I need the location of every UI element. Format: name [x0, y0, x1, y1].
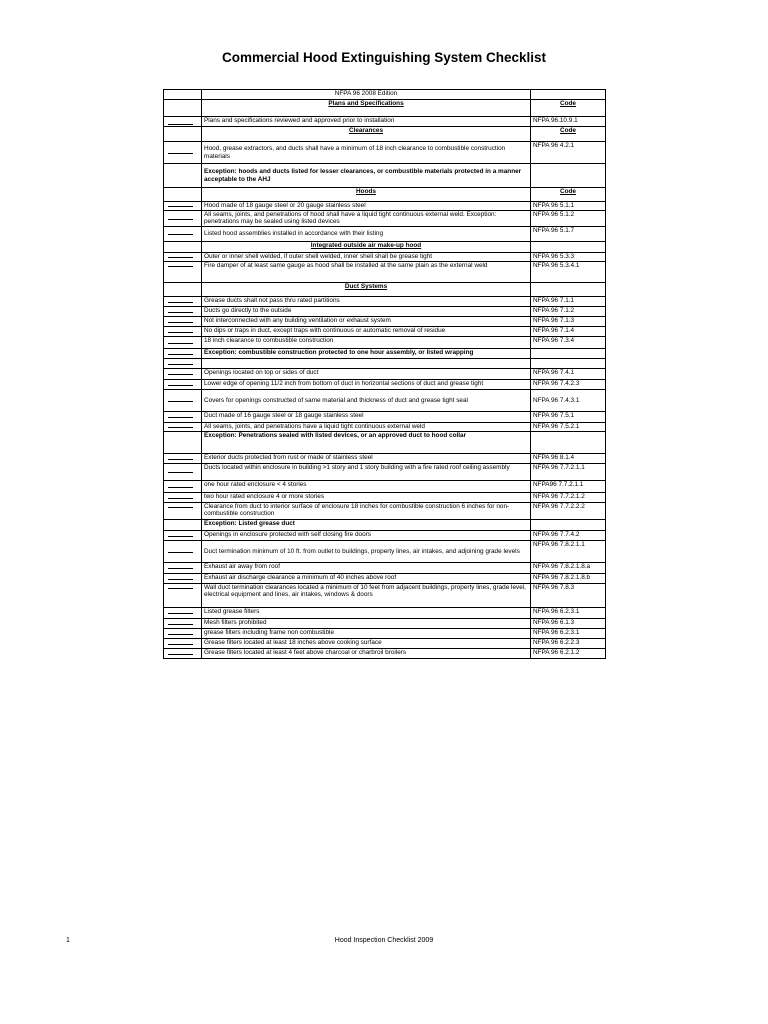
check-blank[interactable] — [164, 390, 202, 412]
item-code: NFPA 96 8.1.4 — [531, 454, 606, 464]
check-blank[interactable] — [164, 531, 202, 541]
check-blank[interactable] — [164, 423, 202, 432]
code-heading: Code — [531, 100, 606, 117]
section-heading-clearances: Clearances — [202, 127, 531, 142]
check-blank[interactable] — [164, 337, 202, 349]
blank-cell — [164, 520, 202, 531]
item-code: NFPA 96 7.4.1 — [531, 369, 606, 380]
item-text: Grease filters located at least 4 feet above charcoal or charbroil broilers — [202, 649, 531, 659]
check-blank[interactable] — [164, 117, 202, 127]
section-heading-plans: Plans and Specifications — [202, 100, 531, 117]
blank-cell — [531, 432, 606, 454]
exception-text: Exception: Listed grease duct — [202, 520, 531, 531]
item-text: two hour rated enclosure 4 or more stories — [202, 493, 531, 503]
check-blank[interactable] — [164, 541, 202, 563]
blank-cell — [164, 164, 202, 188]
item-code: NFPA 96 7.4.3.1 — [531, 390, 606, 412]
item-text: Ducts go directly to the outside — [202, 307, 531, 317]
blank-cell — [164, 432, 202, 454]
check-blank[interactable] — [164, 493, 202, 503]
item-text: Duct made of 16 gauge steel or 18 gauge stainless steel — [202, 412, 531, 423]
check-blank[interactable] — [164, 142, 202, 164]
item-code: NFPA 96 7.1.2 — [531, 307, 606, 317]
item-code: NFPA 96 7.4.2.3 — [531, 380, 606, 390]
item-code: NFPA 96 7.8.2.1.8.b — [531, 574, 606, 584]
check-blank[interactable] — [164, 369, 202, 380]
blank-cell — [531, 164, 606, 188]
item-text: Exhaust air away from roof — [202, 563, 531, 574]
check-blank[interactable] — [164, 227, 202, 242]
item-code: NFPA 96 6.2.2.3 — [531, 639, 606, 649]
item-text: Clearance from duct to interior surface of enclosure 18 inches for combustible construction 6 inches for non-combustible construction — [202, 503, 531, 520]
item-code: NFPA 96 7.5.2.1 — [531, 423, 606, 432]
item-text: Duct termination minimum of 10 ft. from outlet to buildings, property lines, air intakes, and adjoining grade levels — [202, 541, 531, 563]
check-blank[interactable] — [164, 317, 202, 327]
item-text: Fire damper of at least same gauge as hood shall be installed at the same plain as the external weld — [202, 262, 531, 283]
item-text: Mesh filters prohibited — [202, 619, 531, 629]
item-code: NFPA 96 7.8.3 — [531, 584, 606, 608]
item-text: Openings located on top or sides of duct — [202, 369, 531, 380]
section-heading-duct: Duct Systems — [202, 283, 531, 297]
item-text: Covers for openings constructed of same material and thickness of duct and grease tight seal — [202, 390, 531, 412]
check-blank[interactable] — [164, 563, 202, 574]
blank-cell — [202, 359, 531, 369]
check-blank[interactable] — [164, 619, 202, 629]
check-blank[interactable] — [164, 649, 202, 659]
item-code: NFPA 96 7.5.1 — [531, 412, 606, 423]
page-number: 1 — [66, 937, 70, 944]
checklist-table — [163, 89, 606, 659]
item-code: NFPA 96 5.3.3 — [531, 253, 606, 262]
blank-cell — [164, 283, 202, 297]
item-text: Exterior ducts protected from rust or made of stainless steel — [202, 454, 531, 464]
item-text: 18 inch clearance to combustible construction — [202, 337, 531, 349]
blank-cell — [164, 127, 202, 142]
item-text: Listed hood assemblies installed in accordance with their listing — [202, 227, 531, 242]
section-heading-makeup: Integrated outside air make-up hood — [202, 242, 531, 253]
check-blank[interactable] — [164, 629, 202, 639]
check-blank[interactable] — [164, 584, 202, 608]
blank-cell — [164, 188, 202, 202]
item-text: Exhaust air discharge clearance a minimum of 40 inches above roof — [202, 574, 531, 584]
check-blank[interactable] — [164, 202, 202, 211]
item-code: NFPA96 7.7.2.1.1 — [531, 481, 606, 493]
item-code: NFPA 96 7.8.2.1.1 — [531, 541, 606, 563]
item-code: NFPA 96 4.2.1 — [531, 142, 606, 164]
item-code: NFPA 96 7.7.4.2 — [531, 531, 606, 541]
check-blank[interactable] — [164, 359, 202, 369]
edition-label: NFPA 96 2008 Edition — [202, 90, 531, 100]
blank-cell — [531, 520, 606, 531]
item-code: NFPA 96 7.1.3 — [531, 317, 606, 327]
item-text: Ducts located within enclosure in building >1 story and 1 story building with a fire rated roof ceiling assembly — [202, 464, 531, 481]
item-code: NFPA 96 7.7.2.1.2 — [531, 493, 606, 503]
item-text: Not interconnected with any building ventilation or exhaust system — [202, 317, 531, 327]
check-blank[interactable] — [164, 349, 202, 359]
item-text: Openings in enclosure protected with self closing fire doors — [202, 531, 531, 541]
check-blank[interactable] — [164, 253, 202, 262]
check-blank[interactable] — [164, 574, 202, 584]
exception-text: Exception: Penetrations sealed with listed devices, or an approved duct to hood collar — [202, 432, 531, 454]
item-code: NFPA 96 6.1.3 — [531, 619, 606, 629]
item-text: Outer or inner shell welded, if outer shell welded, inner shell shall be grease tight — [202, 253, 531, 262]
item-text: Hood, grease extractors, and ducts shall have a minimum of 18 inch clearance to combustible construction materials — [202, 142, 531, 164]
item-code: NFPA 96 5.3.4.1 — [531, 262, 606, 283]
page-title: Commercial Hood Extinguishing System Checklist — [221, 50, 547, 65]
item-code: NFPA 96 7.3.4 — [531, 337, 606, 349]
item-code: NFPA 96 7.7.2.1.1 — [531, 464, 606, 481]
check-blank[interactable] — [164, 327, 202, 337]
item-text: Grease ducts shall not pass thru rated partitions — [202, 297, 531, 307]
check-blank[interactable] — [164, 211, 202, 227]
check-blank[interactable] — [164, 412, 202, 423]
item-code: NFPA 96 7.1.4 — [531, 327, 606, 337]
check-blank[interactable] — [164, 481, 202, 493]
check-blank[interactable] — [164, 262, 202, 283]
item-code: NFPA 96 6.2.1.2 — [531, 649, 606, 659]
blank-cell — [531, 242, 606, 253]
blank-cell — [531, 349, 606, 359]
exception-text: Exception: combustible construction protected to one hour assembly, or listed wrapping — [202, 349, 531, 359]
item-text: No dips or traps in duct, except traps with continuous or automatic removal of residue — [202, 327, 531, 337]
code-heading: Code — [531, 188, 606, 202]
item-code: NFPA 96 7.8.2.1.8.a — [531, 563, 606, 574]
item-code: NFPA 96 7.1.1 — [531, 297, 606, 307]
item-text: Grease filters located at least 18 inches above cooking surface — [202, 639, 531, 649]
check-blank[interactable] — [164, 639, 202, 649]
check-blank[interactable] — [164, 454, 202, 464]
item-code: NFPA 96 6.2.3.1 — [531, 608, 606, 619]
check-blank[interactable] — [164, 608, 202, 619]
item-text: grease filters including frame non combustible — [202, 629, 531, 639]
check-blank[interactable] — [164, 464, 202, 481]
blank-cell — [164, 242, 202, 253]
check-blank[interactable] — [164, 297, 202, 307]
check-blank[interactable] — [164, 380, 202, 390]
code-heading: Code — [531, 127, 606, 142]
item-text: All seams, joints, and penetrations of hood shall have a liquid tight continuous external weld. Exception: penetrations may be sealed using listed devices — [202, 211, 531, 227]
item-text: All seams, joints, and penetrations have a liquid tight continuous external weld — [202, 423, 531, 432]
item-text: one hour rated enclosure < 4 stories — [202, 481, 531, 493]
item-text: Wall duct termination clearances located a minimum of 10 feet from adjacent buildings, property lines, grade level, electrical equipment and lines, air intakes, windows & doors — [202, 584, 531, 608]
item-code: NFPA 96.10.9.1 — [531, 117, 606, 127]
blank-cell — [531, 90, 606, 100]
blank-cell — [531, 283, 606, 297]
blank-cell — [164, 100, 202, 117]
blank-cell — [531, 359, 606, 369]
check-blank[interactable] — [164, 307, 202, 317]
item-code: NFPA 96 5.1.1 — [531, 202, 606, 211]
item-text: Lower edge of opening 11/2 inch from bottom of duct in horizontal sections of duct and grease tight — [202, 380, 531, 390]
blank-cell — [164, 90, 202, 100]
section-heading-hoods: Hoods — [202, 188, 531, 202]
item-text: Plans and specifications reviewed and approved prior to installation — [202, 117, 531, 127]
exception-text: Exception: hoods and ducts listed for lesser clearances, or combustible materials protected in a manner acceptable to the AHJ — [202, 164, 531, 188]
check-blank[interactable] — [164, 503, 202, 520]
item-code: NFPA 96 5.1.7 — [531, 227, 606, 242]
item-text: Hood made of 18 gauge steel or 20 gauge stainless steel — [202, 202, 531, 211]
item-code: NFPA 96 5.1.2 — [531, 211, 606, 227]
footer-text: Hood Inspection Checklist 2009 — [334, 937, 434, 944]
item-text: Listed grease filters — [202, 608, 531, 619]
item-code: NFPA 96 6.2.3.1 — [531, 629, 606, 639]
item-code: NFPA 96 7.7.2.2.2 — [531, 503, 606, 520]
